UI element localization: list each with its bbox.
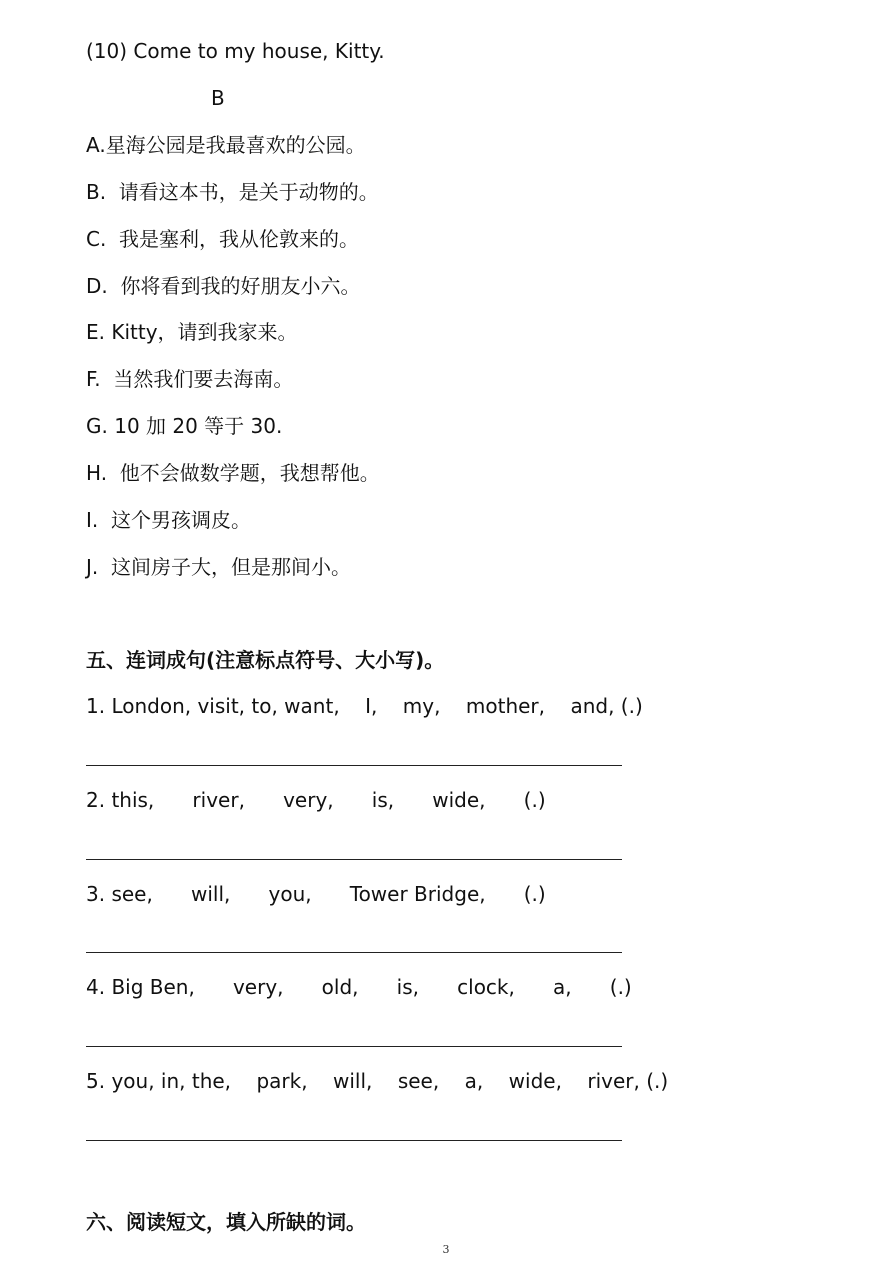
option-i: I. 这个男孩调皮。 [86, 508, 251, 532]
option-e: E. Kitty，请到我家来。 [86, 320, 298, 344]
page-number: 3 [442, 1243, 450, 1256]
question-10: (10) Come to my house, Kitty. [86, 39, 385, 63]
sentence-item-3: 3. see, will, you, Tower Bridge, (.) [86, 882, 546, 906]
option-d: D. 你将看到我的好朋友小六。 [86, 274, 361, 298]
sentence-item-5: 5. you, in, the, park, will, see, a, wide, river, (.) [86, 1069, 669, 1093]
answer-line-1[interactable] [86, 765, 622, 766]
option-c: C. 我是塞利，我从伦敦来的。 [86, 227, 360, 251]
answer-line-2[interactable] [86, 859, 622, 860]
column-b-header: B [211, 86, 225, 110]
answer-line-4[interactable] [86, 1046, 622, 1047]
section-five-title: 五、连词成句(注意标点符号、大小写)。 [86, 648, 445, 672]
section-six-title: 六、阅读短文，填入所缺的词。 [86, 1210, 366, 1234]
option-j: J. 这间房子大，但是那间小。 [86, 555, 351, 579]
option-f: F. 当然我们要去海南。 [86, 367, 294, 391]
option-a: A.星海公园是我最喜欢的公园。 [86, 133, 366, 157]
sentence-item-2: 2. this, river, very, is, wide, (.) [86, 788, 546, 812]
answer-line-3[interactable] [86, 952, 622, 953]
sentence-item-1: 1. London, visit, to, want, I, my, mother, and, (.) [86, 694, 643, 718]
option-h: H. 他不会做数学题，我想帮他。 [86, 461, 380, 485]
option-b: B. 请看这本书，是关于动物的。 [86, 180, 379, 204]
sentence-item-4: 4. Big Ben, very, old, is, clock, a, (.) [86, 975, 632, 999]
option-g: G. 10 加 20 等于 30. [86, 414, 283, 438]
answer-line-5[interactable] [86, 1140, 622, 1141]
